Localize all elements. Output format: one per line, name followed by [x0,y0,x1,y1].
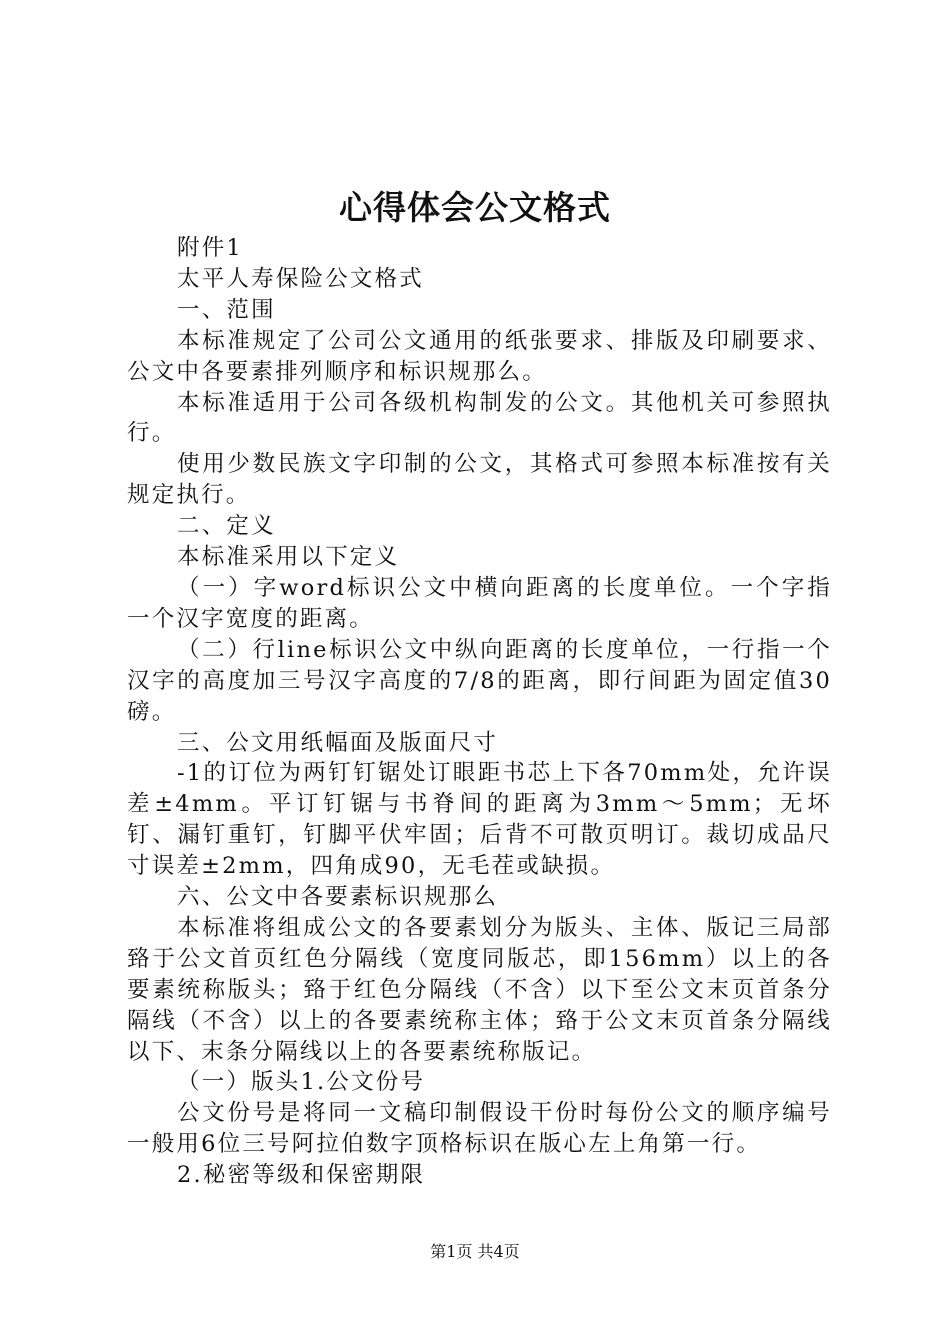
paragraph: （一）版头1.公文份号 [177,1069,426,1096]
paragraph: 本标准将组成公文的各要素划分为版头、主体、版记三局部臵于公文首页红色分隔线（宽度同版芯，即156mm）以上的各要素统称版头；臵于红色分隔线（不含）以下至公文末页首条分隔线（不含）以上的各要素统称主体；臵于公文末页首条分隔线以下、末条分隔线以上的各要素统称版记。 [127,914,832,1065]
paragraph: 本标准规定了公司公文通用的纸张要求、排版及印刷要求、公文中各要素排列顺序和标识规那么。 [127,327,832,385]
section-heading: 一、范围 [177,296,276,323]
paragraph: 本标准采用以下定义 [177,544,400,571]
page-footer: 第1页 共4页 [430,1242,520,1261]
paragraph: 本标准适用于公司各级机构制发的公文。其他机关可参照执行。 [127,389,832,447]
paragraph: （二）行line标识公文中纵向距离的长度单位，一行指一个汉字的高度加三号汉字高度的7/8的距离，即行间距为固定值30磅。 [127,636,832,725]
paragraph: -1的订位为两钉钉锯处订眼距书芯上下各70mm处，允许误差±4mm。平订钉锯与书脊间的距离为3mm～5mm；无坏钉、漏钉重钉，钉脚平伏牢固；后背不可散页明订。裁切成品尺寸误差±2mm，四角成90，无毛茬或缺损。 [127,760,832,880]
section-heading: 二、定义 [177,513,276,540]
paragraph: （一）字word标识公文中横向距离的长度单位。一个字指一个汉字宽度的距离。 [127,574,832,632]
section-heading: 三、公文用纸幅面及版面尺寸 [177,729,499,756]
paragraph: 使用少数民族文字印制的公文，其格式可参照本标准按有关规定执行。 [127,451,832,509]
paragraph: 太平人寿保险公文格式 [177,265,425,292]
document-body [127,233,832,1191]
paragraph: 附件1 [177,235,243,261]
document-title: 心得体会公文格式 [339,188,611,227]
section-heading: 六、公文中各要素标识规那么 [177,884,499,911]
paragraph: 2.秘密等级和保密期限 [177,1162,426,1189]
paragraph: 公文份号是将同一文稿印制假设干份时每份公文的顺序编号一般用6位三号阿拉伯数字顶格标识在版心左上角第一行。 [127,1100,832,1158]
